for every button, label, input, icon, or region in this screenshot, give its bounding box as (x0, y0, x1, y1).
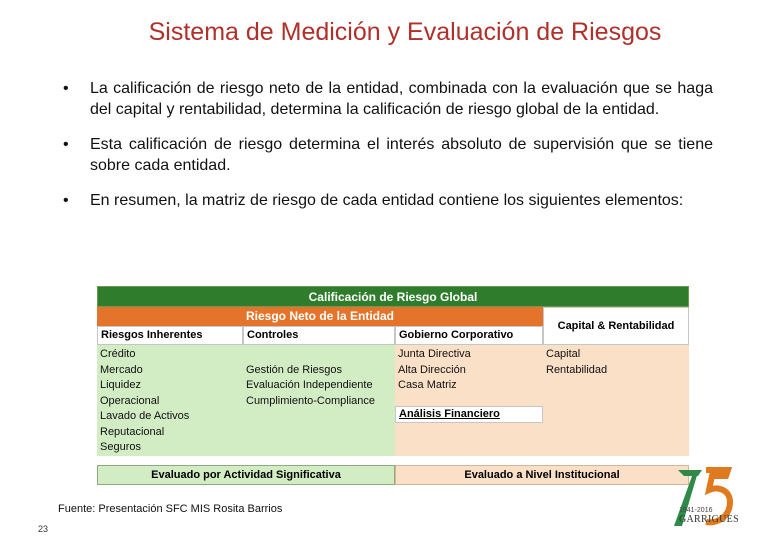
list-item: Evaluación Independiente (246, 379, 373, 391)
footer-activity: Evaluado por Actividad Significativa (97, 465, 395, 485)
list-item: Gestión de Riesgos (246, 363, 342, 376)
bullet-item (63, 190, 713, 211)
capital-header: Capital & Rentabilidad (557, 320, 675, 332)
source-note: Fuente: Presentación SFC MIS Rosita Barrios (58, 503, 283, 515)
riesgos-header: Riesgos Inherentes (97, 326, 243, 345)
list-item: Crédito (100, 348, 136, 360)
bullet-dot: • (63, 80, 69, 97)
controles-column (243, 345, 395, 456)
logo-years: 1941-2016 (679, 507, 713, 514)
bullet-item (63, 134, 713, 176)
list-item: Capital (546, 348, 581, 360)
matrix-footer (97, 465, 689, 485)
bullet-text: En resumen, la matriz de riesgo de cada entidad contiene los siguientes elementos: (90, 192, 684, 209)
global-risk-header: Calificación de Riesgo Global (97, 286, 689, 307)
bullet-dot: • (63, 136, 69, 153)
list-item: Operacional (100, 394, 160, 407)
list-item: Cumplimiento-Compliance (246, 394, 375, 407)
logo-name: GARRIGUES (679, 514, 739, 525)
list-item: Mercado (100, 363, 143, 376)
list-item: Liquidez (100, 379, 141, 391)
controles-header: Controles (243, 326, 395, 345)
list-item: Casa Matriz (398, 379, 457, 391)
list-item: Reputacional (100, 425, 165, 438)
page-number: 23 (38, 524, 49, 534)
bullet-item (63, 78, 713, 120)
analisis-area (395, 423, 543, 456)
slide-title: Sistema de Medición y Evaluación de Riesgos (148, 18, 662, 46)
footer-institutional: Evaluado a Nivel Institucional (395, 465, 689, 485)
bullet-dot: • (63, 192, 69, 209)
gobierno-header: Gobierno Corporativo (395, 326, 543, 345)
garrigues-logo (662, 466, 762, 532)
analisis-financiero: Análisis Financiero (395, 406, 543, 423)
list-item: Junta Directiva (398, 348, 471, 360)
list-item: Lavado de Activos (100, 410, 190, 422)
list-item: Alta Dirección (398, 363, 466, 376)
list-item: Seguros (100, 441, 141, 453)
bullet-text: La calificación de riesgo neto de la entidad, combinada con la evaluación que se haga del capital y rentabilidad, determina la calificación de riesgo global de la entidad. (90, 80, 713, 118)
riesgos-column (97, 345, 243, 456)
net-risk-header: Riesgo Neto de la Entidad (97, 307, 543, 326)
bullet-list (63, 78, 713, 211)
bullet-text: Esta calificación de riesgo determina el interés absoluto de supervisión que se tiene sobre cada entidad. (90, 136, 713, 174)
list-item: Rentabilidad (546, 363, 608, 376)
capital-column (543, 345, 689, 456)
risk-matrix (97, 286, 689, 456)
list-item (246, 347, 392, 363)
gobierno-column (395, 345, 543, 406)
